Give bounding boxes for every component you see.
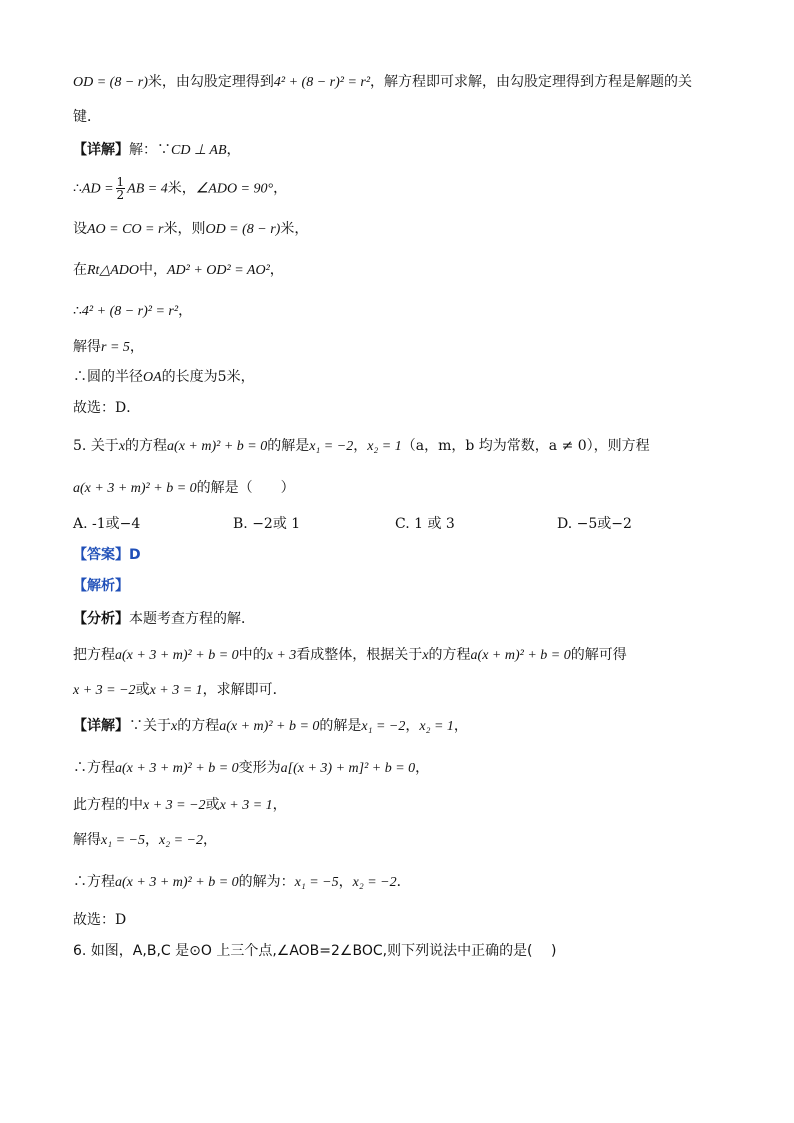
- answer-line: 【答案】D: [73, 547, 141, 563]
- detail-line-3: 设AO = CO = r米，则OD = (8 − r)米，: [73, 221, 309, 237]
- detail-tag: 【详解】: [73, 142, 129, 158]
- formula-od: OD = (8 − r): [73, 75, 148, 90]
- detail-line-4: 在Rt△ADO中，AD² + OD² = AO²，: [73, 262, 284, 278]
- detail-5-line-6: 故选：D: [73, 912, 127, 928]
- question-number: 5.: [73, 438, 87, 454]
- detail-line-1: 【详解】解：∵CD ⊥ AB，: [73, 142, 241, 158]
- option-c: C. 1 或 3: [395, 516, 455, 532]
- detail-5-line-5: ∴方程a(x + 3 + m)² + b = 0的解为：x₁ = −5，x₂ = −2．: [73, 874, 411, 890]
- analysis-para-2: x + 3 = −2或x + 3 = 1，求解即可．: [73, 682, 287, 698]
- question-6-stem: 6. 如图，A,B,C 是⊙O 上三个点,∠AOB=2∠BOC,则下列说法中正确的是( ): [73, 943, 557, 959]
- detail-5-line-1: 【详解】∵关于x的方程a(x + m)² + b = 0的解是x₁ = −2，x₂ = 1，: [73, 718, 468, 734]
- question-5-stem: 5. 关于x的方程a(x + m)² + b = 0的解是x₁ = −2，x₂ = 1（a，m，b 均为常数，a ≠ 0），则方程: [73, 438, 650, 454]
- detail-5-line-4: 解得x₁ = −5，x₂ = −2，: [73, 832, 217, 848]
- detail-line-6: 解得r = 5，: [73, 339, 144, 355]
- option-d: D. −5或−2: [557, 516, 632, 532]
- option-b: B. −2或 1: [233, 516, 301, 532]
- solution-line-2: 键．: [73, 109, 101, 125]
- detail-line-2: ∴AD = $\frac{1}{2}$ AB = 4米，∠ADO = 90°，: [73, 175, 288, 202]
- detail-5-line-2: ∴方程a(x + 3 + m)² + b = 0变形为a[(x + 3) + m]² + b = 0，: [73, 760, 430, 776]
- analysis-para-1: 把方程a(x + 3 + m)² + b = 0中的x + 3看成整体，根据关于x的方程a(x + m)² + b = 0的解可得: [73, 647, 627, 663]
- detail-line-8: 故选：D．: [73, 400, 141, 416]
- fraction-half: $\frac{1}{2}$: [116, 175, 125, 202]
- solution-line-1: OD = (8 − r)米，由勾股定理得到4² + (8 − r)² = r²，解方程即可求解，由勾股定理得到方程是解题的关: [73, 74, 693, 90]
- analysis-line: 【分析】本题考查方程的解．: [73, 611, 255, 627]
- formula-pythagoras: 4² + (8 − r)² = r²: [273, 75, 371, 90]
- detail-line-5: ∴4² + (8 − r)² = r²，: [73, 303, 193, 319]
- question-5-stem-2: a(x + 3 + m)² + b = 0的解是（ ）: [73, 480, 295, 496]
- analysis-tag: 【解析】: [73, 578, 129, 594]
- option-a: A. -1或−4: [73, 516, 141, 532]
- detail-5-line-3: 此方程的中x + 3 = −2或x + 3 = 1，: [73, 797, 287, 813]
- detail-line-7: ∴圆的半径OA的长度为5米，: [73, 369, 255, 385]
